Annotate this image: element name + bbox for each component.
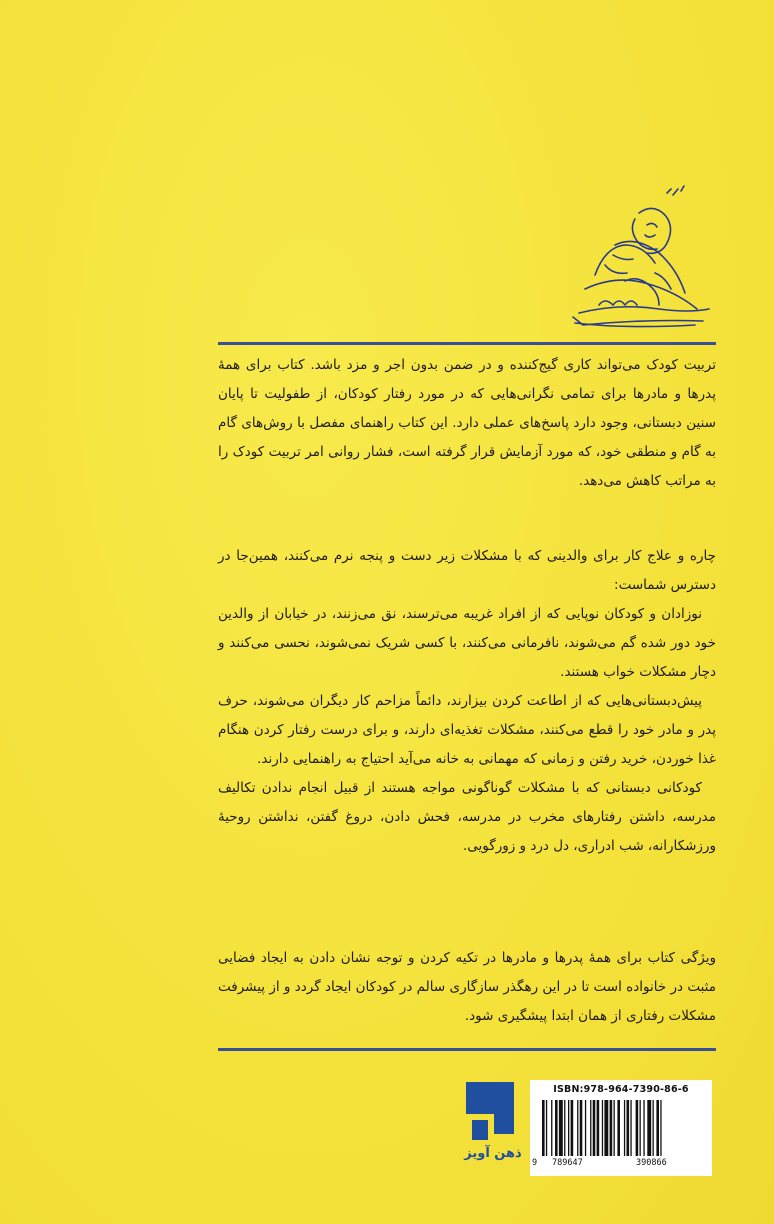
barcode-left-group: 789647	[552, 1158, 583, 1168]
intro-section	[218, 351, 716, 496]
bottom-divider	[218, 1048, 716, 1051]
problems-section	[218, 542, 716, 861]
features-paragraph: ویژگی کتاب برای همهٔ پدرها و مادرها در تکیه کردن و توجه نشان دادن به ایجاد فضایی مثبت در خانواده است تا در این رهگذر سازگاری سالم در کودکان ایجاد گردد و از پیشرفت مشکلات رفتاری از همان ابتدا پیشگیری شود.	[218, 950, 716, 1024]
isbn-number: ISBN:978-964-7390-86-6	[553, 1084, 689, 1095]
barcode-label	[530, 1080, 712, 1176]
top-divider	[218, 342, 716, 345]
publisher-name: ذهن آویز	[464, 1146, 522, 1161]
barcode-icon	[538, 1100, 704, 1156]
toddlers-paragraph: نوزادان و کودکان نوپایی که از افراد غریبه می‌ترسند، نق می‌زنند، در خیابان از والدین خود دور شده گم می‌شوند، نافرمانی می‌کنند، با کسی شریک نمی‌شوند، نحسی می‌کنند و دچار مشکلات خواب هستند.	[218, 606, 716, 680]
problems-intro-paragraph: چاره و علاج کار برای والدینی که با مشکلات زیر دست و پنجه نرم می‌کنند، همین‌جا در دسترس شماست:	[218, 548, 716, 593]
barcode-digits	[530, 1158, 712, 1172]
barcode-lead-digit: 9	[532, 1158, 538, 1168]
barcode-right-group: 390866	[636, 1158, 667, 1168]
schoolchildren-paragraph: کودکانی دبستانی که با مشکلات گوناگونی مواجه هستند از قبیل انجام ندادن تکالیف مدرسه، داشتن رفتارهای مخرب در مدرسه، فحش دادن، دروغ گفتن، نداشتن روحیهٔ ورزشکارانه، شب ادراری، دل درد و زورگویی.	[218, 780, 716, 854]
worried-parent-sketch-icon	[555, 185, 715, 335]
features-section	[218, 944, 716, 1031]
intro-paragraph: تربیت کودک می‌تواند کاری گیج‌کننده و در ضمن بدون اجر و مزد باشد. کتاب برای همهٔ پدرها و مادرها برای تمامی نگرانی‌هایی که در مورد رفتار کودکان، از طفولیت تا پایان سنین دبستانی، وجود دارد پاسخ‌های عملی دارد. این کتاب راهنمای مفصل با روش‌های گام به گام و منطقی خود، که مورد آزمایش قرار گرفته است، فشار روانی امر تربیت کودک را به مراتب کاهش می‌دهد.	[218, 357, 716, 489]
preschoolers-paragraph: پیش‌دبستانی‌هایی که از اطاعت کردن بیزارند، دائماً مزاحم کار دیگران می‌شوند، حرف پدر و مادر خود را قطع می‌کنند، مشکلات تغذیه‌ای دارند، و برای درست رفتار کردن هنگام غذا خوردن، خرید رفتن و زمانی که مهمانی به خانه می‌آید احتیاج به راهنمایی دارند.	[218, 693, 716, 767]
